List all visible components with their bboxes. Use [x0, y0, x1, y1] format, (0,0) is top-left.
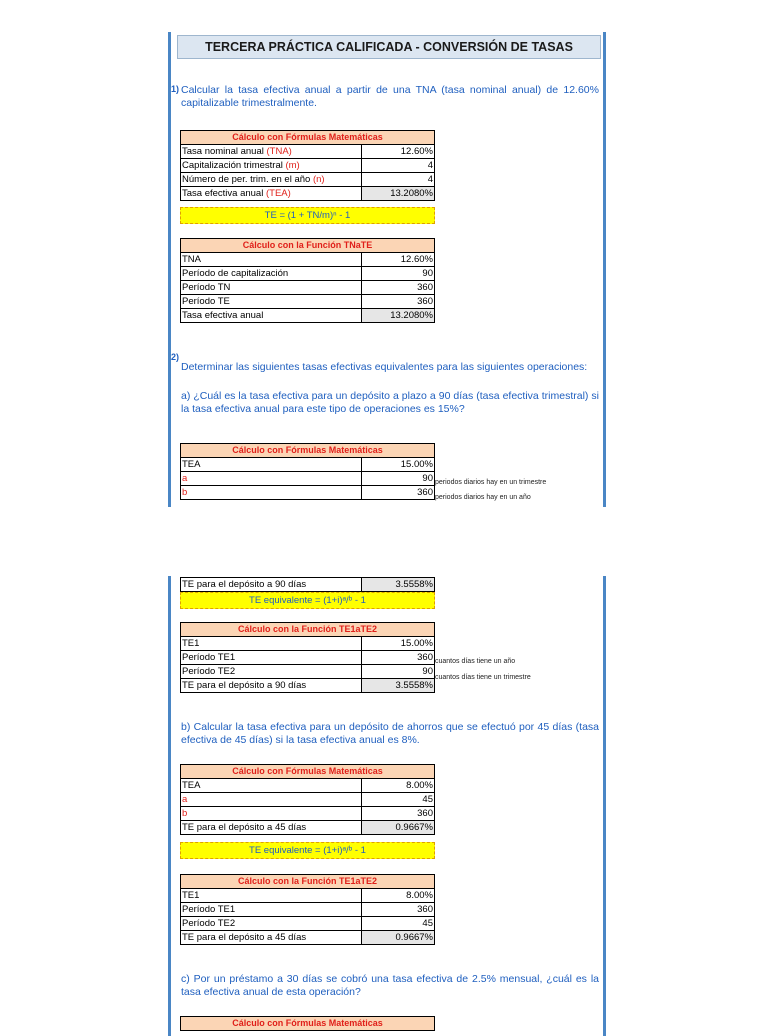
- formula-box: TE = (1 + TN/m)ⁿ - 1: [180, 207, 435, 224]
- question-2b-text: b) Calcular la tasa efectiva para un depósito de ahorros que se efectuó por 45 días (tasa efectiva de 45 días) si la tasa efectiva anual es 8%.: [181, 721, 599, 746]
- table-row: Período TE2 45: [182, 918, 433, 929]
- table-row: Período TE 360: [182, 296, 433, 307]
- question-2-number: 2): [171, 352, 180, 362]
- cell-note: cuantos días tiene un trimestre: [435, 674, 531, 681]
- table-tna-formulas: [180, 130, 435, 201]
- table-row: TE1 15.00%: [182, 638, 433, 649]
- table-header: Cálculo con Fórmulas Matemáticas: [181, 131, 435, 145]
- table-row: TE para el depósito a 45 días 0.9667%: [182, 822, 433, 833]
- page-title: TERCERA PRÁCTICA CALIFICADA - CONVERSIÓN DE TASAS: [177, 35, 601, 59]
- worksheet-page-1: [168, 32, 606, 507]
- table-tnate-function: [180, 238, 435, 323]
- table-row: Capitalización trimestral (m) 4: [182, 160, 433, 171]
- table-header: Cálculo con la Función TNaTE: [181, 239, 435, 253]
- table-row: a 45: [182, 794, 433, 805]
- cell-note: periodos diarios hay en un año: [435, 494, 531, 501]
- question-2a-text: a) ¿Cuál es la tasa efectiva para un depósito a plazo a 90 días (tasa efectiva trimestral) si la tasa efectiva anual para este tipo de operaciones es 15%?: [181, 390, 599, 415]
- table-row: Número de per. trim. en el año (n) 4: [182, 174, 433, 185]
- table-row: TE para el depósito a 90 días 3.5558%: [182, 680, 433, 691]
- table-row: TNA 12.60%: [182, 254, 433, 265]
- table-row: TEA 15.00%: [182, 459, 433, 470]
- table-2b-formulas: [180, 764, 435, 835]
- formula-box: TE equivalente = (1+i)ᵃ/ᵇ - 1: [180, 842, 435, 859]
- table-row: Tasa efectiva anual (TEA) 13.2080%: [182, 188, 433, 199]
- table-row: Período TN 360: [182, 282, 433, 293]
- table-2a-te1ate2: [180, 622, 435, 693]
- table-row: Tasa nominal anual (TNA) 12.60%: [182, 146, 433, 157]
- table-header: Cálculo con la Función TE1aTE2: [181, 623, 435, 637]
- formula-box: TE equivalente = (1+i)ᵃ/ᵇ - 1: [180, 592, 435, 609]
- table-row: b 360: [182, 487, 433, 498]
- table-2b-te1ate2: [180, 874, 435, 945]
- table-row: TE1 8.00%: [182, 890, 433, 901]
- table-header: Cálculo con la Función TE1aTE2: [181, 875, 435, 889]
- table-row: TE para el depósito a 90 días 3.5558%: [182, 579, 433, 590]
- question-2c-text: c) Por un préstamo a 30 días se cobró una tasa efectiva de 2.5% mensual, ¿cuál es la tasa efectiva anual de esta operación?: [181, 973, 599, 998]
- question-1-text: Calcular la tasa efectiva anual a partir de una TNA (tasa nominal anual) de 12.60% capitalizable trimestralmente.: [181, 84, 599, 109]
- table-row: a 90: [182, 473, 433, 484]
- worksheet-page-2: [168, 576, 606, 1036]
- table-row: Período TE1 360: [182, 904, 433, 915]
- table-row: Período TE2 90: [182, 666, 433, 677]
- table-header: Cálculo con Fórmulas Matemáticas: [181, 765, 435, 779]
- table-header: Cálculo con Fórmulas Matemáticas: [181, 1017, 435, 1031]
- table-row: Período TE1 360: [182, 652, 433, 663]
- table-row: TE para el depósito a 45 días 0.9667%: [182, 932, 433, 943]
- question-1-number: 1): [171, 84, 180, 94]
- table-2a-formulas: [180, 443, 435, 500]
- table-row: Período de capitalización 90: [182, 268, 433, 279]
- table-2a-result: [180, 577, 435, 592]
- cell-note: periodos diarios hay en un trimestre: [435, 479, 547, 486]
- table-header: Cálculo con Fórmulas Matemáticas: [181, 444, 435, 458]
- question-2-text: Determinar las siguientes tasas efectivas equivalentes para las siguientes operaciones:: [181, 361, 588, 373]
- table-row: Tasa efectiva anual 13.2080%: [182, 310, 433, 321]
- cell-note: cuantos días tiene un año: [435, 658, 516, 665]
- table-row: TEA 8.00%: [182, 780, 433, 791]
- table-row: b 360: [182, 808, 433, 819]
